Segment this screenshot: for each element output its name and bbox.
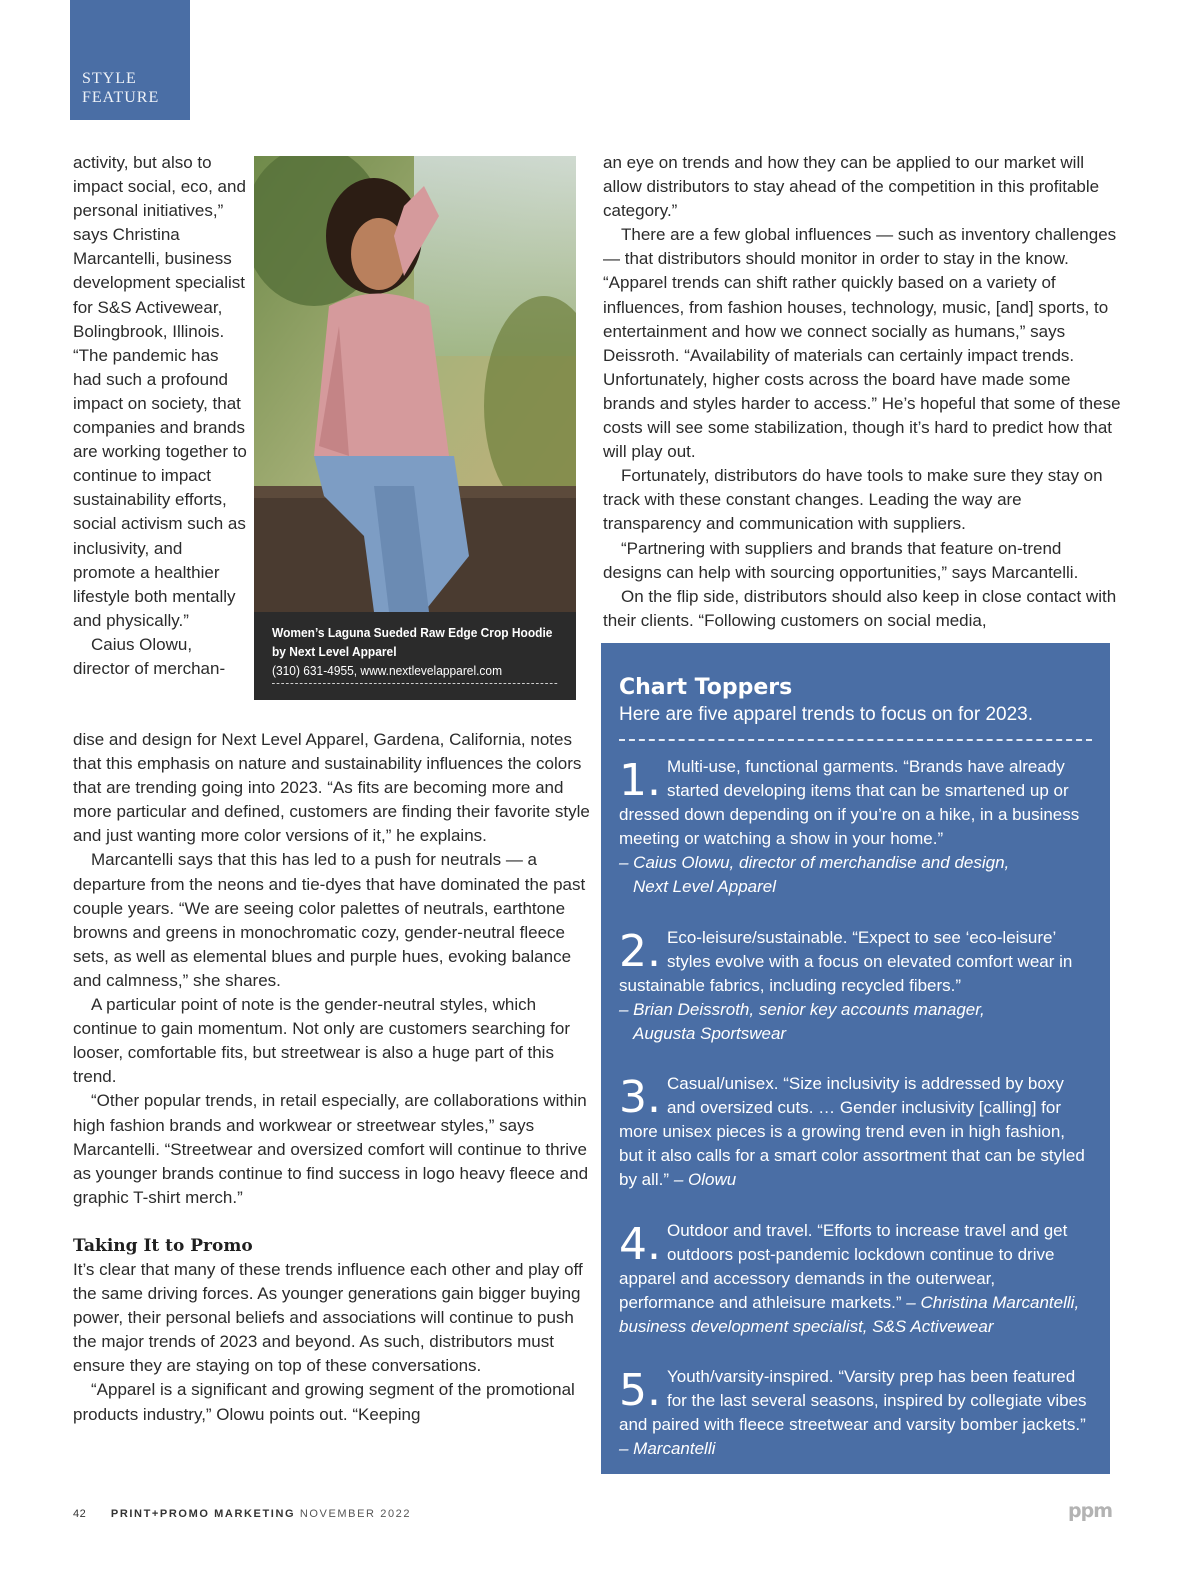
photo-caption	[254, 612, 576, 700]
sidebar-title: Chart Toppers	[619, 675, 793, 700]
caption-contact: (310) 631-4955, www.nextlevelapparel.com	[272, 661, 557, 684]
article-paragraph: “Other popular trends, in retail especially, are collaborations within high fashion brands and workwear or streetwear styles,” says Marcantelli. “Streetwear and oversized comfort will continue to thrive as younger brands continue to find success in logo heavy fleece and graphic T-shirt merch.”	[73, 1091, 589, 1207]
caption-title: Women’s Laguna Sueded Raw Edge Crop Hoodie by Next Level Apparel	[272, 625, 553, 659]
article-paragraph: Marcantelli says that this has led to a push for neutrals — a departure from the neons and tie-dyes that have dominated the past couple years. “We are seeing color palettes of neutrals, earthtone browns and greens in monochromatic cozy, gender-neutral fleece sets, as well as elemental blues and purple hues, evoking balance and calmness,” she shares.	[73, 850, 586, 990]
section-tag-line2: FEATURE	[82, 89, 160, 106]
trend-attribution: – Marcantelli	[619, 1439, 716, 1459]
article-paragraph: A particular point of note is the gender-neutral styles, which continue to gain momentum. Not only are customers searching for looser, comfortable fits, but streetwear is also a huge part of this trend.	[73, 995, 571, 1087]
trend-item	[619, 926, 1092, 1046]
trend-text-body: Casual/unisex. “Size inclusivity is addressed by boxy and oversized cuts. … Gender inclusivity [calling] for more unisex pieces is a growing trend even in high fashion, but it also calls for a smart color assortment that can be styled by all.”	[619, 1074, 1085, 1190]
article-paragraph: “Partnering with suppliers and brands that feature on-trend designs can help with sourcing opportunities,” says Marcantelli.	[603, 538, 1079, 582]
article-paragraph: activity, but also to impact social, eco, and personal initiatives,” says Christina Marcantelli, business development specialist for S&S Activewear, Bolingbrook, Illinois. “The pandemic has had such a profound impact on society, that companies and brands are working together to continue to impact sustainability efforts, social activism such as inclusivity, and promote a healthier lifestyle both mentally and physically.”	[73, 153, 247, 630]
page-number: 42	[73, 1508, 87, 1520]
article-paragraph: It’s clear that many of these trends influence each other and play off the same driving forces. As younger generations gain bigger buying power, their personal beliefs and associations will continue to push the major trends of 2023 and beyond. As such, distributors must ensure they are staying on top of these conversations.	[73, 1259, 583, 1376]
chart-toppers-sidebar	[601, 643, 1110, 1474]
trend-attribution: – Christina Marcantelli, business development specialist, S&S Activewear	[619, 1292, 1080, 1336]
trend-attribution: – Olowu	[673, 1170, 737, 1190]
article-paragraph: There are a few global influences — such as inventory challenges — that distributors should monitor in order to stay in the know. “Apparel trends can shift rather quickly based on a variety of influences, from fashion houses, technology, music, [and] sports, to entertainment and how we connect socially as humans,” says Deissroth. “Availability of materials can certainly impact trends. Unfortunately, higher costs across the board have made some brands and styles harder to access.” He’s hopeful that some of these costs will see some stabilization, though it’s hard to predict how that will play out.	[603, 225, 1121, 462]
article-paragraph: Caius Olowu, director of merchan-	[73, 634, 226, 678]
article-paragraph: dise and design for Next Level Apparel, Gardena, California, notes that this emphasis on nature and sustainability influences the colors that are trending going into 2023. “As fits are becoming more and more particular and defined, customers are finding their favorite style and just wanting more color versions of it,” he explains.	[73, 730, 590, 846]
article-paragraph: an eye on trends and how they can be applied to our market will allow distributors to stay ahead of the competition in this profitable category.”	[603, 153, 1100, 221]
trend-attribution-company: Next Level Apparel	[633, 877, 777, 897]
article-paragraph: On the flip side, distributors should also keep in close contact with their clients. “Following customers on social media,	[603, 586, 1117, 630]
section-subheading: Taking It to Promo	[73, 1235, 253, 1256]
article-column-left	[73, 728, 593, 1427]
trend-number: 4.	[619, 1218, 661, 1270]
trend-item	[619, 1365, 1092, 1461]
trend-text-body: Youth/varsity-inspired. “Varsity prep has been featured for the last several seasons, inspired by collegiate vibes and paired with fleece streetwear and varsity bomber jackets.”	[619, 1366, 1087, 1435]
product-photo	[254, 156, 576, 612]
trend-text-body: Outdoor and travel. “Efforts to increase travel and get outdoors post-pandemic lockdown continue to drive apparel and accessory demands in the outerwear, performance and athleisure markets.”	[619, 1220, 1068, 1312]
trend-text: Eco-leisure/sustainable. “Expect to see ‘eco-leisure’ styles evolve with a focus on elevated comfort wear in sustainable fabrics, including recycled fibers.”	[619, 927, 1073, 995]
sidebar-divider	[619, 739, 1092, 741]
trend-item	[619, 755, 1092, 900]
trend-attribution-company: Augusta Sportswear	[633, 1023, 787, 1043]
issue-date: NOVEMBER 2022	[299, 1508, 412, 1520]
article-paragraph: “Apparel is a significant and growing segment of the promotional products industry,” Olowu points out. “Keeping	[73, 1380, 575, 1424]
trend-attribution: – Brian Deissroth, senior key accounts manager,	[619, 999, 985, 1019]
trend-text	[619, 1072, 1092, 1192]
section-tag-line1: STYLE	[82, 70, 137, 87]
section-tag	[70, 0, 190, 120]
trend-number: 1.	[619, 755, 661, 806]
trend-number: 2.	[619, 925, 661, 977]
page-footer	[73, 1508, 411, 1520]
article-column-left-narrow	[73, 151, 248, 681]
article-column-right	[603, 151, 1123, 633]
trend-number: 5.	[619, 1364, 661, 1416]
article-paragraph: Fortunately, distributors do have tools to make sure they stay on track with these constant changes. Leading the way are transparency and communication with suppliers.	[603, 466, 1103, 534]
trend-item	[619, 1072, 1092, 1192]
trend-text	[619, 1365, 1092, 1461]
trend-attribution: – Caius Olowu, director of merchandise and design,	[619, 853, 1010, 873]
trend-text: Multi-use, functional garments. “Brands have already started developing items that can be smartened up or dressed down depending on if you’re on a hike, in a business meeting or watching a show in your home.”	[619, 757, 1080, 849]
magazine-name: PRINT+PROMO MARKETING	[110, 1508, 296, 1520]
trend-number: 3.	[619, 1072, 661, 1124]
trend-text	[619, 1219, 1092, 1339]
ppm-logo: ppm	[1068, 1500, 1112, 1522]
trend-item	[619, 1219, 1092, 1339]
sidebar-subtitle: Here are five apparel trends to focus on for 2023.	[619, 704, 1034, 725]
